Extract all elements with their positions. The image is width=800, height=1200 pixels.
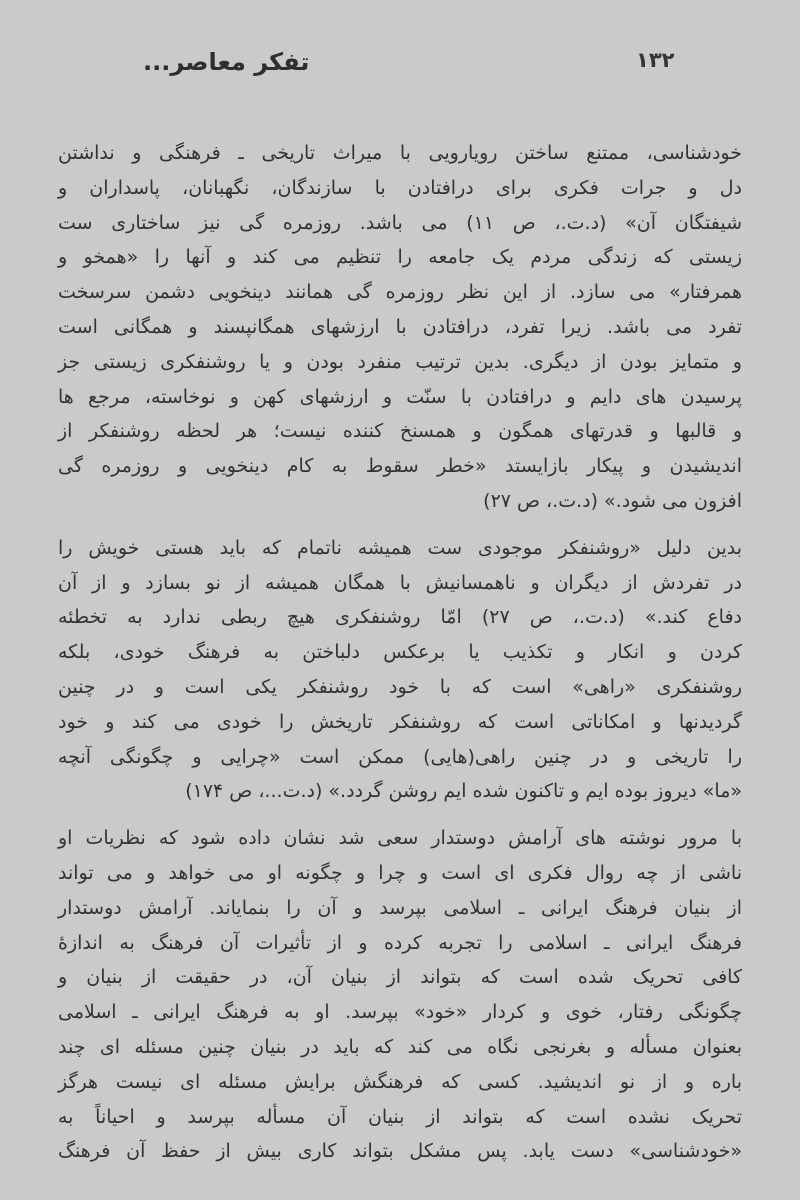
text-line: ناشی از چه روال فکری ای است و چرا و چگونه او می خواهد و می تواند: [58, 861, 742, 884]
page-number: ۱۳۲: [636, 48, 675, 72]
paragraph: [58, 531, 742, 809]
body-text: [58, 136, 742, 1181]
text-line: زیستی که زندگی مردم یک جامعه را تنظیم می کند و آنها را «همخو و: [58, 246, 742, 269]
text-line: شیفتگان آن» (د.ت.، ص ۱۱) می باشد. روزمره گی نیز ساختاری ست: [58, 211, 742, 234]
text-line: کافی تحریک شده است که بتواند از بنیان آن، در حقیقت از بنیان و: [58, 966, 742, 989]
text-line: اندیشیدن و پیکار بازایستد «خطر سقوط به کام دینخویی و روزمره گی: [58, 455, 742, 478]
text-line: را تاریخی و در چنین راهی(هایی) ممکن است «چرایی و چگونگی آنچه: [58, 745, 742, 768]
text-line: فرهنگ ایرانی ـ اسلامی را تجربه کرده و از تأثیرات آن فرهنگ به اندازهٔ: [58, 931, 742, 954]
paragraph: [58, 821, 742, 1169]
text-line: باره و از نو اندیشید. کسی که فرهنگش برایش مسئله ای نیست هرگز: [58, 1070, 742, 1093]
text-line: «خودشناسی» دست یابد. پس مشکل بتواند کاری بیش از حفظ آن فرهنگ: [58, 1140, 742, 1163]
text-line: «ما» دیروز بوده ایم و تاکنون شده ایم روشن گردد.» (د.ت...، ص ۱۷۴): [185, 780, 742, 803]
text-line: خودشناسی، ممتنع ساختن رویارویی با میراث تاریخی ـ فرهنگی و نداشتن: [58, 142, 742, 164]
text-line: همرفتار» می سازد. از این نظر روزمره گی همانند دینخویی دشمن سرسخت: [58, 281, 742, 304]
text-line: گردیدنها و امکاناتی است که روشنفکر تاریخش را خودی می کند و خود: [58, 710, 742, 733]
text-line: بدین دلیل «روشنفکر موجودی ست همیشه ناتمام که باید هستی خویش را: [58, 536, 742, 559]
text-line: تحریک نشده است که بتواند از بنیان آن مسأله بپرسد و احیاناً به: [58, 1105, 742, 1128]
text-line: با مرور نوشته های آرامش دوستدار سعی شد نشان داده شود که نظریات او: [58, 827, 742, 850]
text-line: دل و جرات فکری برای درافتادن با سازندگان، نگهبانان، پاسداران و: [58, 176, 742, 199]
text-line: پرسیدن های دایم و درافتادن با سنّت و ارزشهای کهن و نوخاسته، مرجع ها: [58, 385, 742, 408]
text-line: چگونگی رفتار، خوی و کردار «خود» بپرسد. او به فرهنگ ایرانی ـ اسلامی: [58, 1001, 742, 1024]
text-line: روشنفکری «راهی» است که با خود روشنفکر یکی است و در چنین: [58, 675, 742, 698]
text-line: از بنیان فرهنگ ایرانی ـ اسلامی بپرسد و آن را بنمایاند. آرامش دوستدار: [58, 896, 742, 919]
text-line: دفاع کند.» (د.ت.، ص ۲۷) امّا روشنفکری هیچ ربطی ندارد به تخطئه: [58, 606, 742, 629]
text-line: بعنوان مسأله و بغرنجی نگاه می کند که باید در بنیان چنین مسئله ای چند: [58, 1035, 742, 1058]
running-header-title: تفكر معاصر...: [143, 48, 310, 76]
text-line: در تفردش از دیگران و ناهمسانیش با همگان همیشه از نو بسازد و از آن: [58, 571, 742, 594]
text-line: تفرد می باشد. زیرا تفرد، درافتادن با ارزشهای همگانپسند و همگانی است: [58, 315, 742, 338]
text-line: و قالبها و قدرتهای همگون و همسنخ کننده نیست؛ هر لحظه روشنفکر از: [58, 420, 742, 443]
paragraph: [58, 136, 742, 519]
text-line: افزون می شود.» (د.ت.، ص ۲۷): [483, 489, 742, 512]
text-line: و متمایز بودن از دیگری. بدین ترتیب منفرد بودن و یا روشنفکری زیستی جز: [58, 350, 742, 373]
text-line: کردن و انکار و تکذیب یا برعکس دلباختن به فرهنگ خودی، بلکه: [58, 641, 742, 664]
